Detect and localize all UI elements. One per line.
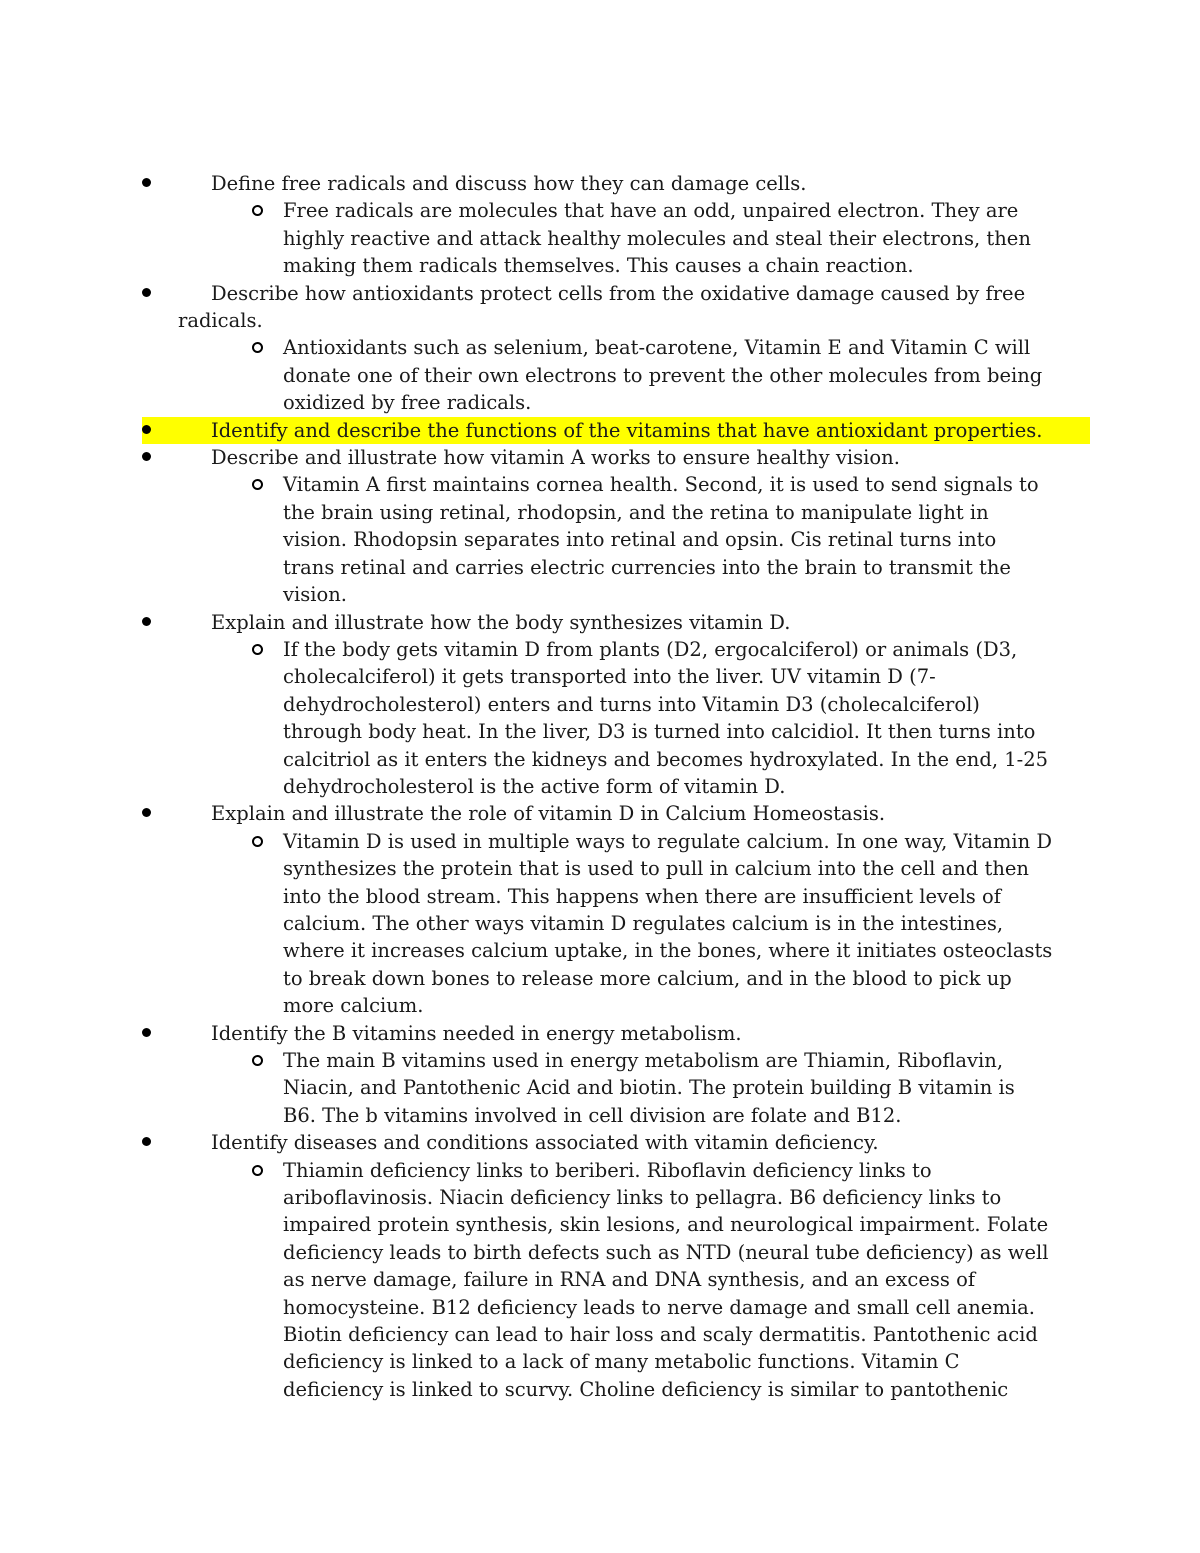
filled-bullet-icon xyxy=(142,808,151,817)
sub-list xyxy=(178,1157,1058,1404)
sub-item-text: Antioxidants such as selenium, beat-carotene, Vitamin E and Vitamin C will donate one of their own electrons to prevent the other molecules from being oxidized by free radicals. xyxy=(283,336,1043,415)
outline-item-row xyxy=(178,1129,1058,1156)
sub-item xyxy=(283,471,1053,608)
hollow-bullet-icon xyxy=(252,836,263,847)
outline-list xyxy=(0,170,1200,1403)
sub-item xyxy=(283,1157,1053,1404)
document-page xyxy=(0,170,1200,1403)
filled-bullet-icon xyxy=(142,178,151,187)
outline-item xyxy=(0,1129,1058,1403)
outline-item-text: Describe and illustrate how vitamin A works to ensure healthy vision. xyxy=(211,446,900,470)
outline-item-row xyxy=(178,1020,1058,1047)
sub-list xyxy=(178,1047,1058,1129)
hollow-bullet-icon xyxy=(252,479,263,490)
outline-item-text: Define free radicals and discuss how they can damage cells. xyxy=(211,172,807,195)
sub-item xyxy=(283,636,1053,800)
sub-item-text: Thiamin deficiency links to beriberi. Riboflavin deficiency links to ariboflavinosis. Niacin deficiency links to pellagra. B6 deficiency links to impaired protein synthesis, skin lesions, and neurological impairment. Folate deficiency leads to birth defects such as NTD (neural tube deficiency) as well as nerve damage, failure in RNA and DNA synthesis, and an excess of homocysteine. B12 deficiency leads to nerve damage and small cell anemia. Biotin deficiency can lead to hair loss and scaly dermatitis. Pantothenic acid deficiency is linked to a lack of many metabolic functions. Vitamin C deficiency is linked to scurvy. Choline deficiency is similar to pantothenic xyxy=(283,1158,1049,1401)
filled-bullet-icon xyxy=(142,288,151,297)
sub-list xyxy=(178,334,1058,416)
outline-item-text: Explain and illustrate how the body synthesizes vitamin D. xyxy=(211,610,791,634)
outline-item xyxy=(0,1020,1058,1130)
sub-item-text: If the body gets vitamin D from plants (D2, ergocalciferol) or animals (D3, cholecalciferol) it gets transported into the liver. UV vitamin D (7-dehydrocholesterol) enters and turns into Vitamin D3 (cholecalciferol) through body heat. In the liver, D3 is turned into calcidiol. It then turns into calcitriol as it enters the kidneys and becomes hydroxylated. In the end, 1-25 dehydrocholesterol is the active form of vitamin D. xyxy=(283,637,1049,798)
outline-item xyxy=(0,280,1058,417)
hollow-bullet-icon xyxy=(252,205,263,216)
sub-list xyxy=(178,471,1058,608)
filled-bullet-icon xyxy=(142,1028,151,1037)
outline-item xyxy=(0,609,1058,801)
sub-list xyxy=(178,197,1058,279)
outline-item xyxy=(0,417,1058,444)
outline-item-text: Describe how antioxidants protect cells from the oxidative damage caused by free radicals. xyxy=(178,281,1026,333)
filled-bullet-icon xyxy=(142,452,151,461)
filled-bullet-icon xyxy=(142,1137,151,1146)
outline-item-row xyxy=(178,444,1058,471)
sub-item-text: Free radicals are molecules that have an odd, unpaired electron. They are highly reactive and attack healthy molecules and steal their electrons, then making them radicals themselves. This causes a chain reaction. xyxy=(283,199,1031,278)
sub-item xyxy=(283,197,1053,279)
sub-item xyxy=(283,1047,1053,1129)
outline-item-text: Identify and describe the functions of the vitamins that have antioxidant properties. xyxy=(211,418,1043,442)
outline-item-row xyxy=(178,170,1058,197)
filled-bullet-icon xyxy=(142,617,151,626)
hollow-bullet-icon xyxy=(252,1055,263,1066)
filled-bullet-icon xyxy=(142,425,151,434)
outline-item-text: Explain and illustrate the role of vitamin D in Calcium Homeostasis. xyxy=(211,802,886,826)
sub-item xyxy=(283,334,1053,416)
outline-item-text: Identify diseases and conditions associated with vitamin deficiency. xyxy=(211,1131,879,1155)
outline-item-row xyxy=(178,280,1058,335)
outline-item xyxy=(0,444,1058,608)
outline-item-row xyxy=(142,417,1090,444)
hollow-bullet-icon xyxy=(252,644,263,655)
sub-item-text: Vitamin D is used in multiple ways to regulate calcium. In one way, Vitamin D synthesizes the protein that is used to pull in calcium into the cell and then into the blood stream. This happens when there are insufficient levels of calcium. The other ways vitamin D regulates calcium is in the intestines, where it increases calcium uptake, in the bones, where it initiates osteoclasts to break down bones to release more calcium, and in the blood to pick up more calcium. xyxy=(283,829,1053,1018)
sub-item xyxy=(283,828,1053,1020)
outline-item-row xyxy=(178,800,1058,827)
outline-item xyxy=(0,800,1058,1019)
hollow-bullet-icon xyxy=(252,1165,263,1176)
sub-list xyxy=(178,636,1058,800)
sub-item-text: The main B vitamins used in energy metabolism are Thiamin, Riboflavin, Niacin, and Pantothenic Acid and biotin. The protein building B vitamin is B6. The b vitamins involved in cell division are folate and B12. xyxy=(283,1049,1015,1127)
outline-item-row xyxy=(178,609,1058,636)
hollow-bullet-icon xyxy=(252,342,263,353)
outline-item xyxy=(0,170,1058,280)
sub-list xyxy=(178,828,1058,1020)
outline-item-text: Identify the B vitamins needed in energy metabolism. xyxy=(211,1021,742,1045)
sub-item-text: Vitamin A first maintains cornea health. Second, it is used to send signals to the brain using retinal, rhodopsin, and the retina to manipulate light in vision. Rhodopsin separates into retinal and opsin. Cis retinal turns into trans retinal and carries electric currencies into the brain to transmit the vision. xyxy=(283,473,1039,607)
